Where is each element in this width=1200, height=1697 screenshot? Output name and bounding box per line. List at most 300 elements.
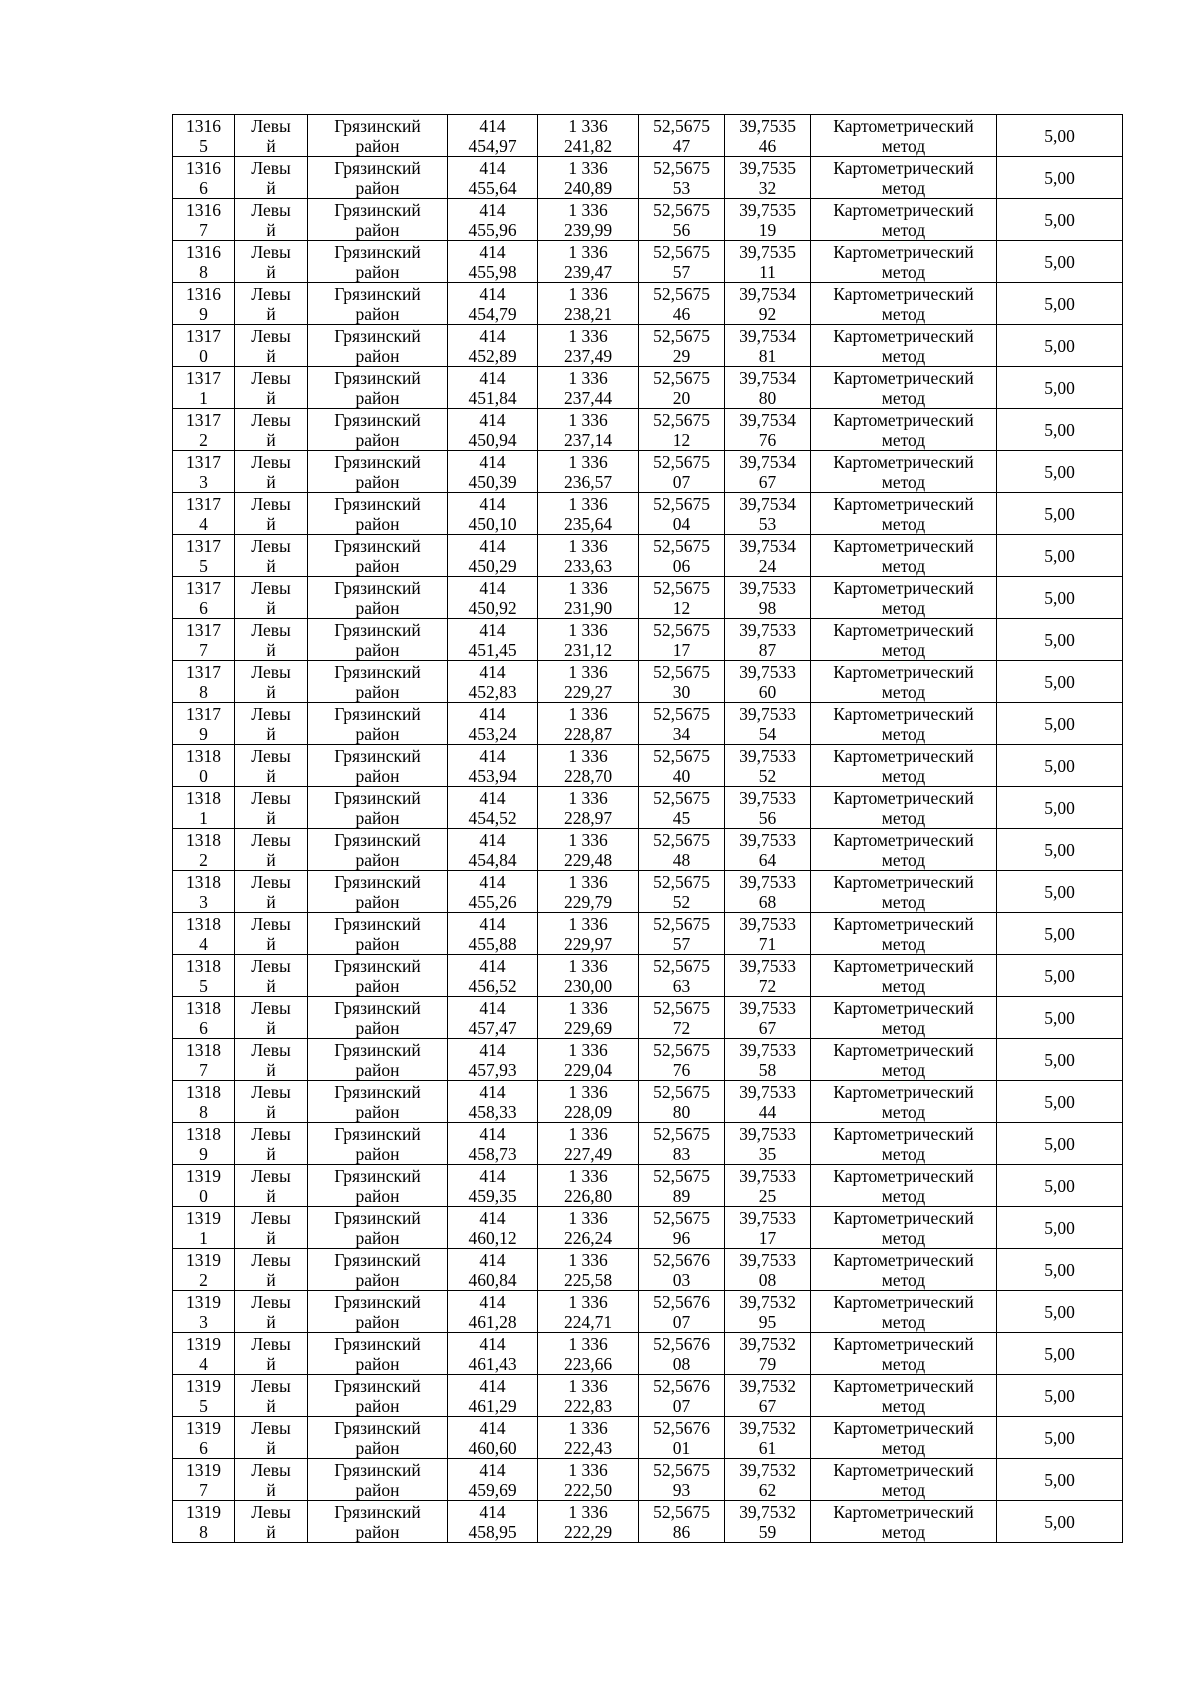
coordinate-y-cell [538, 535, 639, 577]
coordinate-y-cell-line-2: 237,49 [563, 345, 613, 366]
longitude-cell [725, 115, 811, 157]
coordinate-x-cell-line-1: 414 [479, 1039, 506, 1060]
coordinate-y-cell-line-2: 226,80 [563, 1185, 613, 1206]
point-number-cell-line-2: 3 [199, 891, 208, 912]
latitude-cell-line-1: 52,5675 [653, 283, 710, 304]
method-cell-line-2: метод [881, 1101, 926, 1122]
method-cell-line-2: метод [881, 723, 926, 744]
coordinate-x-cell [448, 1123, 538, 1165]
bank-side-cell-line-1: Левы [251, 577, 291, 598]
bank-side-cell-line-2: й [266, 261, 276, 282]
accuracy-cell [997, 451, 1123, 493]
method-cell-line-2: метод [881, 849, 926, 870]
bank-side-cell [235, 241, 308, 283]
coordinate-x-cell-line-2: 455,64 [468, 177, 517, 198]
latitude-cell-line-1: 52,5676 [653, 1417, 710, 1438]
accuracy-cell [997, 493, 1123, 535]
coordinate-y-cell-line-1: 1 336 [568, 1417, 608, 1438]
bank-side-cell-line-2: й [266, 765, 276, 786]
point-number-cell [173, 1249, 235, 1291]
coordinate-x-cell [448, 871, 538, 913]
bank-side-cell-line-1: Левы [251, 1375, 291, 1396]
district-cell-line-2: район [355, 387, 400, 408]
district-cell-line-1: Грязинский [334, 1459, 421, 1480]
district-cell-line-2: район [355, 597, 400, 618]
longitude-cell-line-1: 39,7533 [739, 703, 796, 724]
coordinate-y-cell-line-1: 1 336 [568, 409, 608, 430]
coordinate-x-cell-line-2: 451,84 [468, 387, 517, 408]
coordinate-x-cell-line-1: 414 [479, 829, 506, 850]
point-number-cell-line-2: 4 [199, 1353, 208, 1374]
bank-side-cell-line-2: й [266, 1185, 276, 1206]
latitude-cell [639, 871, 725, 913]
method-cell-line-2: метод [881, 219, 926, 240]
bank-side-cell [235, 451, 308, 493]
method-cell-line-1: Картометрический [833, 1123, 974, 1144]
coordinate-y-cell-line-2: 229,27 [563, 681, 613, 702]
point-number-cell [173, 451, 235, 493]
coordinate-y-cell-line-1: 1 336 [568, 325, 608, 346]
coordinate-y-cell-line-2: 231,12 [563, 639, 613, 660]
accuracy-cell [997, 955, 1123, 997]
coordinate-x-cell-line-1: 414 [479, 1081, 506, 1102]
district-cell [308, 451, 448, 493]
district-cell-line-2: район [355, 1185, 400, 1206]
method-cell-line-2: метод [881, 1059, 926, 1080]
longitude-cell-line-1: 39,7532 [739, 1459, 796, 1480]
coordinate-x-cell-line-2: 458,73 [468, 1143, 517, 1164]
method-cell-line-2: метод [881, 807, 926, 828]
longitude-cell [725, 955, 811, 997]
method-cell-line-2: метод [881, 975, 926, 996]
bank-side-cell [235, 1039, 308, 1081]
method-cell-line-1: Картометрический [833, 745, 974, 766]
method-cell [811, 997, 997, 1039]
coordinate-y-cell-line-1: 1 336 [568, 745, 608, 766]
coordinate-y-cell-line-1: 1 336 [568, 241, 608, 262]
longitude-cell [725, 1375, 811, 1417]
longitude-cell [725, 1333, 811, 1375]
point-number-cell-line-2: 7 [199, 1479, 208, 1500]
longitude-cell-line-1: 39,7533 [739, 829, 796, 850]
district-cell-line-2: район [355, 1437, 400, 1458]
coordinate-x-cell-line-2: 459,69 [468, 1479, 517, 1500]
bank-side-cell [235, 535, 308, 577]
latitude-cell-line-1: 52,5675 [653, 577, 710, 598]
point-number-cell-line-2: 1 [199, 807, 208, 828]
accuracy-cell [997, 745, 1123, 787]
coordinate-y-cell [538, 787, 639, 829]
coordinate-x-cell-line-2: 454,52 [468, 807, 517, 828]
bank-side-cell-line-1: Левы [251, 325, 291, 346]
district-cell [308, 241, 448, 283]
coordinate-y-cell [538, 283, 639, 325]
coordinate-x-cell [448, 367, 538, 409]
latitude-cell-line-2: 46 [672, 303, 691, 324]
coordinate-x-cell-line-1: 414 [479, 1459, 506, 1480]
point-number-cell-line-2: 7 [199, 1059, 208, 1080]
coordinate-x-cell-line-2: 455,88 [468, 933, 517, 954]
latitude-cell [639, 1501, 725, 1543]
coordinate-x-cell [448, 703, 538, 745]
method-cell-line-1: Картометрический [833, 1039, 974, 1060]
accuracy-cell [997, 871, 1123, 913]
longitude-cell-line-2: 67 [758, 1017, 777, 1038]
coordinate-x-cell-line-1: 414 [479, 1165, 506, 1186]
accuracy-cell [997, 325, 1123, 367]
district-cell-line-1: Грязинский [334, 115, 421, 136]
bank-side-cell-line-2: й [266, 933, 276, 954]
coordinate-x-cell-line-2: 459,35 [468, 1185, 517, 1206]
coordinate-y-cell-line-1: 1 336 [568, 367, 608, 388]
method-cell-line-1: Картометрический [833, 871, 974, 892]
longitude-cell [725, 199, 811, 241]
point-number-cell-line-1: 1318 [186, 829, 221, 850]
point-number-cell-line-2: 6 [199, 1437, 208, 1458]
latitude-cell-line-2: 72 [672, 1017, 691, 1038]
coordinate-x-cell-line-2: 455,96 [468, 219, 517, 240]
table-body [173, 115, 1123, 1543]
latitude-cell-line-1: 52,5675 [653, 241, 710, 262]
bank-side-cell-line-1: Левы [251, 451, 291, 472]
point-number-cell-line-2: 0 [199, 1185, 208, 1206]
longitude-cell-line-2: 11 [759, 261, 776, 282]
longitude-cell [725, 493, 811, 535]
coordinate-x-cell-line-2: 454,97 [468, 135, 517, 156]
point-number-cell-line-2: 6 [199, 177, 208, 198]
longitude-cell [725, 1123, 811, 1165]
bank-side-cell [235, 955, 308, 997]
accuracy-value: 5,00 [1044, 923, 1075, 944]
coordinate-y-cell-line-2: 222,83 [563, 1395, 613, 1416]
accuracy-value: 5,00 [1044, 293, 1075, 314]
bank-side-cell-line-1: Левы [251, 1459, 291, 1480]
table-row [173, 1333, 1123, 1375]
point-number-cell [173, 703, 235, 745]
method-cell-line-2: метод [881, 681, 926, 702]
point-number-cell-line-1: 1317 [186, 535, 221, 556]
bank-side-cell-line-1: Левы [251, 1039, 291, 1060]
coordinate-y-cell-line-2: 228,87 [563, 723, 613, 744]
district-cell-line-2: район [355, 555, 400, 576]
bank-side-cell-line-1: Левы [251, 955, 291, 976]
coordinate-y-cell-line-2: 228,09 [563, 1101, 613, 1122]
longitude-cell-line-1: 39,7533 [739, 955, 796, 976]
district-cell-line-2: район [355, 765, 400, 786]
coordinate-x-cell-line-1: 414 [479, 913, 506, 934]
method-cell-line-2: метод [881, 303, 926, 324]
district-cell [308, 1459, 448, 1501]
latitude-cell [639, 787, 725, 829]
district-cell [308, 913, 448, 955]
accuracy-cell [997, 703, 1123, 745]
point-number-cell-line-2: 0 [199, 765, 208, 786]
method-cell-line-1: Картометрический [833, 1165, 974, 1186]
district-cell [308, 871, 448, 913]
accuracy-value: 5,00 [1044, 713, 1075, 734]
coordinate-y-cell [538, 1417, 639, 1459]
point-number-cell-line-2: 1 [199, 387, 208, 408]
method-cell [811, 1165, 997, 1207]
point-number-cell-line-1: 1317 [186, 367, 221, 388]
longitude-cell-line-1: 39,7535 [739, 115, 796, 136]
method-cell-line-2: метод [881, 135, 926, 156]
coordinate-x-cell-line-2: 458,95 [468, 1521, 517, 1542]
point-number-cell [173, 997, 235, 1039]
coordinate-y-cell [538, 1039, 639, 1081]
bank-side-cell-line-1: Левы [251, 997, 291, 1018]
accuracy-cell [997, 1081, 1123, 1123]
latitude-cell [639, 1123, 725, 1165]
method-cell [811, 1501, 997, 1543]
latitude-cell-line-2: 86 [672, 1521, 691, 1542]
bank-side-cell [235, 913, 308, 955]
coordinate-y-cell-line-2: 239,47 [563, 261, 613, 282]
district-cell-line-2: район [355, 849, 400, 870]
coordinate-x-cell-line-1: 414 [479, 1207, 506, 1228]
district-cell [308, 829, 448, 871]
coordinate-y-cell-line-1: 1 336 [568, 1081, 608, 1102]
bank-side-cell [235, 787, 308, 829]
accuracy-value: 5,00 [1044, 587, 1075, 608]
latitude-cell-line-2: 45 [672, 807, 691, 828]
latitude-cell [639, 199, 725, 241]
method-cell [811, 871, 997, 913]
accuracy-value: 5,00 [1044, 167, 1075, 188]
coordinate-x-cell-line-1: 414 [479, 241, 506, 262]
bank-side-cell [235, 619, 308, 661]
bank-side-cell-line-2: й [266, 723, 276, 744]
longitude-cell-line-2: 54 [758, 723, 777, 744]
bank-side-cell-line-1: Левы [251, 913, 291, 934]
point-number-cell-line-1: 1317 [186, 409, 221, 430]
method-cell-line-2: метод [881, 1521, 926, 1542]
point-number-cell-line-1: 1319 [186, 1291, 221, 1312]
latitude-cell [639, 409, 725, 451]
point-number-cell [173, 493, 235, 535]
point-number-cell-line-1: 1318 [186, 871, 221, 892]
latitude-cell-line-2: 52 [672, 891, 691, 912]
coordinate-y-cell [538, 703, 639, 745]
method-cell-line-1: Картометрический [833, 157, 974, 178]
latitude-cell-line-2: 29 [672, 345, 691, 366]
table-row [173, 451, 1123, 493]
coordinate-y-cell-line-1: 1 336 [568, 115, 608, 136]
coordinate-x-cell-line-1: 414 [479, 577, 506, 598]
coordinate-x-cell [448, 1501, 538, 1543]
latitude-cell [639, 1459, 725, 1501]
method-cell-line-1: Картометрический [833, 661, 974, 682]
bank-side-cell-line-1: Левы [251, 199, 291, 220]
table-row [173, 409, 1123, 451]
coordinate-y-cell [538, 661, 639, 703]
table-row [173, 787, 1123, 829]
latitude-cell-line-2: 07 [672, 1311, 691, 1332]
latitude-cell-line-1: 52,5675 [653, 157, 710, 178]
coordinate-y-cell-line-2: 230,00 [563, 975, 613, 996]
table-row [173, 199, 1123, 241]
latitude-cell [639, 451, 725, 493]
longitude-cell [725, 703, 811, 745]
method-cell-line-1: Картометрический [833, 493, 974, 514]
coordinate-x-cell [448, 1207, 538, 1249]
longitude-cell-line-2: 60 [758, 681, 777, 702]
longitude-cell-line-1: 39,7534 [739, 283, 796, 304]
latitude-cell [639, 1291, 725, 1333]
coordinate-y-cell-line-1: 1 336 [568, 1333, 608, 1354]
coordinate-x-cell-line-2: 452,89 [468, 345, 517, 366]
longitude-cell-line-1: 39,7534 [739, 535, 796, 556]
latitude-cell-line-1: 52,5675 [653, 325, 710, 346]
method-cell [811, 1039, 997, 1081]
point-number-cell-line-2: 9 [199, 1143, 208, 1164]
longitude-cell-line-1: 39,7533 [739, 787, 796, 808]
coordinate-y-cell [538, 451, 639, 493]
bank-side-cell [235, 409, 308, 451]
coordinate-x-cell-line-2: 450,10 [468, 513, 517, 534]
point-number-cell-line-1: 1318 [186, 913, 221, 934]
point-number-cell [173, 577, 235, 619]
accuracy-value: 5,00 [1044, 545, 1075, 566]
latitude-cell-line-1: 52,5675 [653, 703, 710, 724]
bank-side-cell [235, 997, 308, 1039]
point-number-cell-line-2: 9 [199, 303, 208, 324]
longitude-cell-line-2: 56 [758, 807, 777, 828]
point-number-cell [173, 325, 235, 367]
latitude-cell-line-2: 57 [672, 261, 691, 282]
method-cell-line-1: Картометрический [833, 1375, 974, 1396]
district-cell [308, 367, 448, 409]
coordinate-x-cell [448, 451, 538, 493]
point-number-cell-line-1: 1319 [186, 1417, 221, 1438]
bank-side-cell-line-1: Левы [251, 619, 291, 640]
point-number-cell-line-2: 8 [199, 1521, 208, 1542]
coordinate-y-cell-line-2: 229,97 [563, 933, 613, 954]
bank-side-cell-line-2: й [266, 429, 276, 450]
method-cell [811, 1123, 997, 1165]
point-number-cell-line-2: 9 [199, 723, 208, 744]
accuracy-cell [997, 157, 1123, 199]
longitude-cell [725, 367, 811, 409]
point-number-cell [173, 955, 235, 997]
coordinate-y-cell [538, 199, 639, 241]
district-cell-line-1: Грязинский [334, 661, 421, 682]
method-cell-line-2: метод [881, 177, 926, 198]
longitude-cell-line-1: 39,7533 [739, 913, 796, 934]
accuracy-value: 5,00 [1044, 1133, 1075, 1154]
point-number-cell [173, 199, 235, 241]
latitude-cell-line-1: 52,5676 [653, 1333, 710, 1354]
longitude-cell [725, 535, 811, 577]
district-cell-line-2: район [355, 429, 400, 450]
point-number-cell [173, 1039, 235, 1081]
coordinate-x-cell-line-1: 414 [479, 283, 506, 304]
method-cell-line-2: метод [881, 891, 926, 912]
table-row [173, 913, 1123, 955]
method-cell-line-2: метод [881, 1017, 926, 1038]
table-row [173, 157, 1123, 199]
coordinate-x-cell [448, 409, 538, 451]
coordinate-y-cell-line-2: 240,89 [563, 177, 613, 198]
district-cell [308, 1081, 448, 1123]
district-cell [308, 1249, 448, 1291]
method-cell [811, 703, 997, 745]
point-number-cell-line-1: 1317 [186, 493, 221, 514]
table-row [173, 115, 1123, 157]
latitude-cell-line-1: 52,5675 [653, 1123, 710, 1144]
accuracy-value: 5,00 [1044, 419, 1075, 440]
district-cell [308, 1207, 448, 1249]
bank-side-cell [235, 283, 308, 325]
latitude-cell-line-2: 17 [672, 639, 691, 660]
bank-side-cell [235, 1207, 308, 1249]
point-number-cell [173, 787, 235, 829]
district-cell-line-1: Грязинский [334, 535, 421, 556]
bank-side-cell-line-2: й [266, 1395, 276, 1416]
coordinate-x-cell-line-2: 454,79 [468, 303, 517, 324]
point-number-cell-line-1: 1318 [186, 997, 221, 1018]
point-number-cell-line-2: 7 [199, 639, 208, 660]
coordinate-x-cell-line-2: 450,94 [468, 429, 517, 450]
district-cell-line-1: Грязинский [334, 787, 421, 808]
bank-side-cell [235, 157, 308, 199]
district-cell-line-2: район [355, 1101, 400, 1122]
coordinate-x-cell-line-1: 414 [479, 703, 506, 724]
district-cell-line-2: район [355, 891, 400, 912]
method-cell-line-1: Картометрический [833, 1501, 974, 1522]
method-cell-line-1: Картометрический [833, 535, 974, 556]
coordinate-x-cell [448, 1081, 538, 1123]
bank-side-cell-line-1: Левы [251, 871, 291, 892]
point-number-cell-line-2: 1 [199, 1227, 208, 1248]
district-cell-line-2: район [355, 177, 400, 198]
district-cell [308, 409, 448, 451]
accuracy-value: 5,00 [1044, 461, 1075, 482]
point-number-cell-line-1: 1318 [186, 1123, 221, 1144]
coordinate-y-cell [538, 325, 639, 367]
method-cell [811, 325, 997, 367]
point-number-cell-line-1: 1316 [186, 199, 221, 220]
bank-side-cell-line-1: Левы [251, 1207, 291, 1228]
method-cell-line-1: Картометрический [833, 409, 974, 430]
table-row [173, 745, 1123, 787]
point-number-cell-line-2: 8 [199, 261, 208, 282]
latitude-cell [639, 577, 725, 619]
longitude-cell-line-1: 39,7534 [739, 451, 796, 472]
district-cell-line-1: Грязинский [334, 493, 421, 514]
accuracy-value: 5,00 [1044, 1301, 1075, 1322]
accuracy-value: 5,00 [1044, 839, 1075, 860]
coordinate-y-cell-line-2: 233,63 [563, 555, 613, 576]
coordinate-y-cell-line-2: 222,29 [563, 1521, 613, 1542]
district-cell-line-1: Грязинский [334, 703, 421, 724]
coordinate-y-cell [538, 1165, 639, 1207]
point-number-cell-line-1: 1317 [186, 577, 221, 598]
longitude-cell-line-1: 39,7533 [739, 871, 796, 892]
accuracy-cell [997, 535, 1123, 577]
longitude-cell-line-2: 71 [758, 933, 777, 954]
table-row [173, 1417, 1123, 1459]
longitude-cell [725, 451, 811, 493]
longitude-cell-line-1: 39,7534 [739, 367, 796, 388]
latitude-cell-line-2: 12 [672, 597, 691, 618]
method-cell-line-2: метод [881, 1479, 926, 1500]
accuracy-cell [997, 1375, 1123, 1417]
district-cell [308, 1333, 448, 1375]
coordinate-y-cell [538, 1249, 639, 1291]
accuracy-cell [997, 913, 1123, 955]
latitude-cell-line-1: 52,5675 [653, 115, 710, 136]
